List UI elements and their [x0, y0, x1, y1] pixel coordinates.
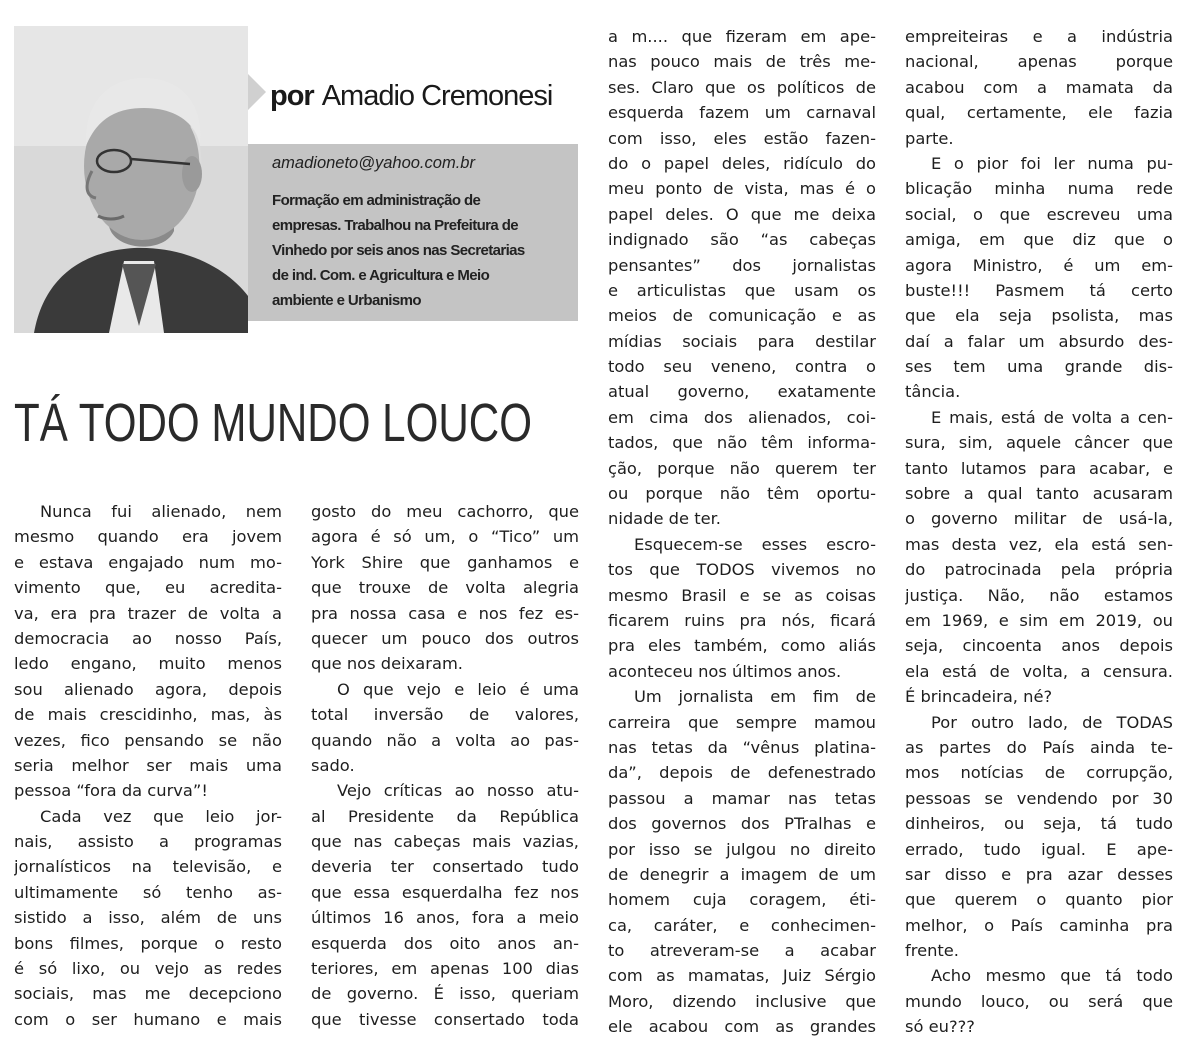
article-column-2 — [311, 499, 579, 1032]
article-text-line: ca, caráter, e conhecimen- — [608, 915, 876, 935]
article-text-line: mídias sociais para destilar — [608, 331, 876, 351]
article-text-line: homem cuja coragem, éti- — [608, 890, 876, 910]
article-text-line: só eu??? — [905, 1017, 975, 1037]
article-text-line: sura, sim, aquele câncer que — [905, 433, 1173, 453]
bio-line: de ind. Com. e Agricultura e Meio — [272, 267, 490, 284]
article-text-line: em cima dos alienados, coi- — [608, 407, 876, 427]
article-text-line: to atreveram-se a acabar — [608, 941, 876, 961]
article-text-line: todo seu veneno, contra o — [608, 357, 876, 377]
article-text-line: Acho mesmo que tá todo — [931, 966, 1173, 986]
article-text-line: tanto lutamos para acabar, e — [905, 458, 1173, 478]
bio-line: Formação em administração de — [272, 192, 481, 209]
article-text-line: por isso se julgou no direito — [608, 839, 876, 859]
article-text-line: meios de comunicação e as — [608, 306, 876, 326]
article-text-line: social, o que escreveu uma — [905, 204, 1173, 224]
article-text-line: a m.... que fizeram em ape- — [608, 27, 876, 46]
article-text-line: que nos deixaram. — [311, 654, 463, 674]
article-text-line: com o ser humano e mais — [14, 1009, 282, 1029]
article-text-line: dinheiros, ou seja, tá tudo — [905, 814, 1173, 834]
article-text-line: gosto do meu cachorro, que — [311, 502, 579, 521]
article-text-line: empreiteiras e a indústria — [905, 27, 1173, 46]
byline-container — [248, 60, 578, 140]
article-text-line: e estava engajado num mo- — [14, 552, 282, 572]
article-text-line: Cada vez que leio jor- — [40, 806, 282, 826]
bio-line: empresas. Trabalhou na Prefeitura de — [272, 217, 518, 234]
article-column-4 — [905, 24, 1173, 1040]
article-text-line: ção, porque não querem ter — [608, 458, 876, 478]
article-text-line: aconteceu nos últimos anos. — [608, 661, 842, 681]
article-text-line: jornalísticos na televisão, e — [14, 857, 282, 877]
byline-prefix: por — [270, 80, 314, 112]
article-text-line: É brincadeira, né? — [905, 687, 1053, 707]
article-text-line: ultimamente só tenho as- — [14, 882, 282, 902]
article-text-line: sado. — [311, 755, 355, 775]
article-text-line: quando não a volta ao pas- — [311, 730, 579, 750]
article-text-line: esquerda fazem um carnaval — [608, 103, 876, 123]
article-text-line: pra nossa casa e nos fez es- — [311, 603, 579, 623]
article-text-line: parte. — [905, 128, 954, 148]
article-text-line: bons filmes, porque o resto — [14, 933, 282, 953]
article-text-line: qual, certamente, ele fazia — [905, 103, 1173, 123]
article-text-line: ficarem ruins pra nós, ficará — [608, 610, 876, 630]
article-text-line: em 1969, e sim em 2019, ou — [905, 610, 1173, 630]
article-headline: TÁ TODO MUNDO LOUCO — [14, 393, 532, 453]
article-text-line: Esquecem-se esses escro- — [634, 534, 876, 554]
article-text-line: York Shire que ganhamos e — [311, 552, 579, 572]
article-text-line: nas pouco mais de três me- — [608, 52, 876, 72]
author-photo — [14, 26, 248, 333]
article-text-line: errado, tudo igual. E ape- — [905, 839, 1173, 859]
article-text-line: mas desta vez, ela está sen- — [905, 534, 1173, 554]
article-text-line: ela está de volta, a censura. — [905, 661, 1173, 681]
article-text-line: indignado são “as cabeças — [608, 230, 876, 250]
article-text-line: que querem o quanto pior — [905, 890, 1173, 910]
article-text-line: ses tem uma grande dis- — [905, 357, 1173, 377]
article-text-line: seja, cincoenta anos depois — [905, 636, 1173, 656]
article-text-line: sistido a isso, além de uns — [14, 908, 282, 928]
article-text-line: sobre a qual tanto acusaram — [905, 484, 1173, 504]
article-text-line: mos notícias de corrupção, — [905, 763, 1173, 783]
article-text-line: Um jornalista em fim de — [634, 687, 876, 707]
article-text-line: total inversão de valores, — [311, 705, 579, 725]
article-text-line: daí a falar um absurdo des- — [905, 331, 1173, 351]
article-text-line: ele acabou com as grandes — [608, 1017, 876, 1037]
article-text-line: frente. — [905, 941, 959, 961]
article-text-line: atual governo, exatamente — [608, 382, 876, 402]
article-text-line: nidade de ter. — [608, 509, 721, 529]
article-text-line: E mais, está de volta a cen- — [931, 407, 1173, 427]
article-text-line: nas tetas da “vênus platina- — [608, 737, 876, 757]
article-text-line: vimento que, eu acredita- — [14, 578, 282, 598]
article-text-line: nacional, apenas porque — [905, 52, 1173, 72]
article-text-line: Nunca fui alienado, nem — [40, 502, 282, 521]
article-text-line: agora Ministro, é um em- — [905, 255, 1173, 275]
article-text-line: tados, que não têm informa- — [608, 433, 876, 453]
article-text-line: que nas cabeças mais vazias, — [311, 832, 579, 852]
article-text-line: papel deles. O que me deixa — [608, 204, 876, 224]
article-text-line: pensantes” dos jornalistas — [608, 255, 876, 275]
article-text-line: seria melhor ser mais uma — [14, 755, 282, 775]
article-text-line: justiça. Não, não estamos — [905, 585, 1173, 605]
article-text-line: do o papel deles, ridículo do — [608, 153, 876, 173]
author-bio — [272, 188, 572, 313]
article-text-line: esquerda dos oito anos an- — [311, 933, 579, 953]
article-text-line: teriores, em apenas 100 dias — [311, 959, 579, 979]
article-text-line: que ela seja psolista, mas — [905, 306, 1173, 326]
article-text-line: tância. — [905, 382, 961, 402]
article-text-line: com as mamatas, Juiz Sérgio — [608, 966, 876, 986]
article-text-line: melhor, o País caminha pra — [905, 915, 1173, 935]
article-text-line: O que vejo e leio é uma — [337, 679, 579, 699]
article-text-line: o governo militar de usá-la, — [905, 509, 1173, 529]
article-text-line: que trouxe de volta alegria — [311, 578, 579, 598]
article-text-line: é só lixo, ou vejo as redes — [14, 959, 282, 979]
article-text-line: de mais crescidinho, mas, às — [14, 705, 282, 725]
article-text-line: Moro, dizendo inclusive que — [608, 991, 876, 1011]
article-text-line: sou alienado agora, depois — [14, 679, 282, 699]
article-text-line: carreira que sempre mamou — [608, 712, 876, 732]
article-text-line: Por outro lado, de TODAS — [931, 712, 1173, 732]
article-text-line: mesmo Brasil e se as coisas — [608, 585, 876, 605]
article-text-line: buste!!! Pasmem tá certo — [905, 280, 1173, 300]
article-text-line: blicação minha numa rede — [905, 179, 1173, 199]
article-text-line: as partes do País ainda te- — [905, 737, 1173, 757]
author-name: Amadio Cremonesi — [321, 80, 553, 112]
bio-line: Vinhedo por seis anos nas Secretarias — [272, 242, 525, 259]
article-column-3 — [608, 24, 876, 1040]
article-text-line: e articulistas que usam os — [608, 280, 876, 300]
article-text-line: ledo engano, muito menos — [14, 654, 282, 674]
article-text-line: com isso, eles estão fazen- — [608, 128, 876, 148]
bio-line: ambiente e Urbanismo — [272, 292, 421, 309]
article-text-line: ou porque não têm oportu- — [608, 484, 876, 504]
article-text-line: que essa esquerdalha fez nos — [311, 882, 579, 902]
article-text-line: amiga, em que diz que o — [905, 230, 1173, 250]
article-text-line: pessoa “fora da curva”! — [14, 781, 208, 801]
author-byline — [270, 80, 552, 113]
article-text-line: meu ponto de vista, mas é o — [608, 179, 876, 199]
article-text-line: agora é só um, o “Tico” um — [311, 527, 579, 547]
article-text-line: vezes, fico pensando se não — [14, 730, 282, 750]
article-text-line: sociais, mas me decepciono — [14, 984, 282, 1004]
article-text-line: da”, depois de defenestrado — [608, 763, 876, 783]
article-text-line: pra eles também, como aliás — [608, 636, 876, 656]
article-text-line: Vejo críticas ao nosso atu- — [337, 781, 579, 801]
article-text-line: al Presidente da República — [311, 806, 579, 826]
article-text-line: mundo louco, ou será que — [905, 991, 1173, 1011]
article-text-line: acabou com a mamata da — [905, 77, 1173, 97]
article-text-line: quecer um pouco dos outros — [311, 628, 579, 648]
article-text-line: passou a mamar nas tetas — [608, 788, 876, 808]
article-text-line: deveria ter consertado tudo — [311, 857, 579, 877]
article-text-line: tos que TODOS vivemos no — [608, 560, 876, 580]
article-text-line: do patrocinada pela própria — [905, 560, 1173, 580]
article-text-line: de denegrir a imagem de um — [608, 864, 876, 884]
article-text-line: pessoas se vendendo por 30 — [905, 788, 1173, 808]
article-column-1 — [14, 499, 282, 1032]
article-text-line: últimos 16 anos, fora a meio — [311, 908, 579, 928]
article-text-line: de governo. É isso, queriam — [311, 984, 579, 1004]
article-text-line: va, era pra trazer de volta a — [14, 603, 282, 623]
article-text-line: mesmo quando era jovem — [14, 527, 282, 547]
article-text-line: democracia ao nosso País, — [14, 628, 282, 648]
article-text-line: sar disso e pra azar desses — [905, 864, 1173, 884]
author-email[interactable]: amadioneto@yahoo.com.br — [272, 154, 475, 172]
article-text-line: dos governos dos PTralhas e — [608, 814, 876, 834]
article-text-line: nais, assisto a programas — [14, 832, 282, 852]
article-text-line: E o pior foi ler numa pu- — [931, 153, 1173, 173]
byline-pointer — [248, 74, 266, 110]
article-text-line: que tivesse consertado toda — [311, 1009, 579, 1029]
author-bio-box — [248, 144, 578, 321]
author-portrait-image — [14, 26, 248, 333]
article-text-line: ses. Claro que os políticos de — [608, 77, 876, 97]
